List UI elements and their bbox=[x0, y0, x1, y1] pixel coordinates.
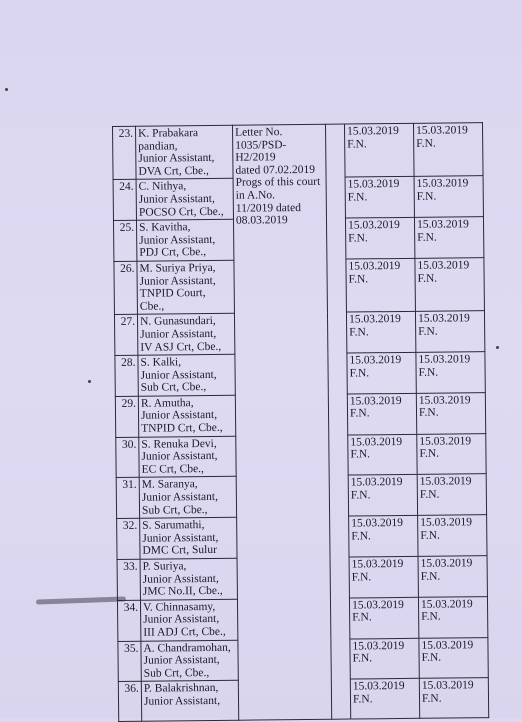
reference-line: dated 07.02.2019 bbox=[235, 163, 316, 177]
reference-line: in A.No. bbox=[235, 189, 276, 202]
serial-number-cell bbox=[115, 396, 138, 437]
employee-detail: pandian, bbox=[138, 139, 178, 153]
employee-detail: Sub Crt, Cbe., bbox=[140, 381, 207, 394]
reference-line: 11/2019 dated bbox=[235, 201, 301, 215]
serial-number: 36. bbox=[124, 683, 139, 696]
employee-detail: III ADJ Crt, Cbe., bbox=[143, 625, 226, 639]
date-cell-1 bbox=[347, 393, 416, 435]
employee-name: S. Kavitha, bbox=[139, 221, 191, 234]
date-value: 15.03.2019 bbox=[347, 178, 400, 191]
employee-detail: DVA Crt, Cbe., bbox=[138, 164, 209, 178]
date-cell-2 bbox=[414, 176, 483, 218]
session-value: F.N. bbox=[416, 190, 437, 203]
serial-number-cell bbox=[115, 355, 138, 396]
date-value: 15.03.2019 bbox=[416, 218, 469, 231]
employee-cell bbox=[141, 681, 238, 722]
session-value: F.N. bbox=[351, 570, 372, 584]
employee-detail: Junior Assistant, bbox=[141, 450, 218, 463]
date-value: 15.03.2019 bbox=[348, 313, 401, 326]
session-value: F.N. bbox=[418, 407, 439, 420]
serial-number: 35. bbox=[124, 642, 139, 655]
employee-name: A. Chandramohan, bbox=[143, 641, 231, 655]
employee-detail: Junior Assistant, bbox=[140, 327, 217, 341]
serial-number: 31. bbox=[122, 479, 137, 492]
serial-number-cell bbox=[117, 518, 140, 559]
employee-detail: Junior Assistant, bbox=[142, 572, 219, 586]
session-value: F.N. bbox=[418, 366, 439, 379]
employee-cell bbox=[137, 314, 234, 356]
employee-name: M. Suriya Priya, bbox=[139, 261, 216, 275]
employee-name: S. Kalki, bbox=[140, 356, 182, 369]
session-value: F.N. bbox=[417, 231, 437, 244]
date-cell-2 bbox=[418, 556, 487, 598]
employee-detail: Junior Assistant, bbox=[138, 192, 215, 206]
serial-number: 27. bbox=[120, 316, 136, 329]
date-value: 15.03.2019 bbox=[420, 557, 473, 570]
employee-name: P. Balakrishnan, bbox=[143, 682, 219, 696]
employee-cell bbox=[138, 395, 235, 437]
serial-number-cell bbox=[118, 682, 141, 722]
date-cell-1 bbox=[347, 352, 416, 394]
date-value: 15.03.2019 bbox=[418, 394, 471, 407]
employee-detail: Junior Assistant, bbox=[140, 409, 218, 423]
session-value: F.N. bbox=[352, 611, 372, 624]
session-value: F.N. bbox=[421, 651, 442, 664]
session-value: F.N. bbox=[421, 610, 441, 624]
session-value: F.N. bbox=[348, 232, 368, 245]
employee-name: P. Suriya, bbox=[142, 560, 187, 573]
date-cell-1 bbox=[344, 123, 414, 177]
session-value: F.N. bbox=[417, 272, 438, 285]
serial-number-cell bbox=[117, 600, 140, 641]
date-value: 15.03.2019 bbox=[352, 680, 405, 693]
employee-detail: Junior Assistant, bbox=[143, 613, 220, 627]
serial-number: 34. bbox=[123, 601, 139, 614]
serial-number-cell bbox=[116, 437, 139, 478]
session-value: F.N. bbox=[349, 326, 369, 339]
date-cell-1 bbox=[349, 597, 418, 639]
date-value: 15.03.2019 bbox=[418, 353, 471, 366]
date-value: 15.03.2019 bbox=[349, 394, 402, 408]
date-cell-2 bbox=[419, 637, 488, 679]
session-value: F.N. bbox=[350, 448, 371, 461]
date-cell-1 bbox=[348, 475, 417, 517]
session-value: F.N. bbox=[349, 407, 370, 420]
employee-detail: Junior Assistant, bbox=[143, 654, 220, 667]
employee-detail: EC Crt, Cbe., bbox=[141, 462, 204, 476]
serial-number-cell bbox=[114, 261, 138, 315]
session-value: F.N. bbox=[347, 137, 367, 151]
session-value: F.N. bbox=[351, 530, 371, 543]
session-value: F.N. bbox=[421, 692, 442, 705]
employee-cell bbox=[140, 558, 237, 600]
employee-name: C. Nithya, bbox=[138, 180, 187, 194]
date-value: 15.03.2019 bbox=[416, 177, 469, 191]
date-cell-2 bbox=[415, 258, 485, 312]
employee-name: N. Gunasundari, bbox=[139, 315, 216, 329]
date-cell-2 bbox=[419, 678, 488, 719]
serial-number: 25. bbox=[119, 221, 135, 235]
session-value: F.N. bbox=[416, 137, 436, 150]
employee-detail: IV ASJ Crt, Cbe., bbox=[140, 340, 222, 354]
date-cell-2 bbox=[414, 217, 483, 259]
employee-cell bbox=[139, 436, 236, 478]
employee-cell bbox=[140, 599, 237, 641]
employee-detail: Junior Assistant, bbox=[138, 152, 215, 165]
date-cell-1 bbox=[345, 217, 414, 259]
employee-detail: Sub Crt, Cbe., bbox=[141, 503, 208, 517]
date-value: 15.03.2019 bbox=[419, 434, 472, 448]
date-value: 15.03.2019 bbox=[420, 516, 472, 530]
serial-number: 33. bbox=[123, 560, 138, 573]
serial-number-cell bbox=[114, 315, 137, 356]
session-value: F.N. bbox=[420, 570, 441, 583]
date-cell-2 bbox=[418, 596, 487, 638]
date-cell-2 bbox=[417, 433, 486, 475]
employee-cell bbox=[138, 354, 235, 396]
serial-number: 26. bbox=[120, 262, 135, 275]
date-value: 15.03.2019 bbox=[416, 124, 468, 137]
employee-detail: Junior Assistant, bbox=[140, 368, 217, 382]
session-value: F.N. bbox=[418, 325, 438, 338]
date-cell-2 bbox=[418, 515, 487, 557]
session-value: F.N. bbox=[419, 488, 440, 501]
date-value: 15.03.2019 bbox=[419, 475, 472, 489]
date-cell-1 bbox=[349, 516, 418, 558]
serial-number: 30. bbox=[121, 438, 137, 451]
session-value: F.N. bbox=[352, 652, 373, 665]
employee-detail: Junior Assistant, bbox=[142, 531, 219, 545]
employee-name: M. Saranya, bbox=[141, 478, 198, 492]
reference-line: 08.03.2019 bbox=[235, 214, 288, 227]
session-value: F.N. bbox=[350, 489, 371, 502]
date-cell-1 bbox=[345, 177, 414, 219]
date-cell-2 bbox=[416, 352, 485, 394]
reference-line: Progs of this court bbox=[235, 176, 321, 190]
scan-speck bbox=[496, 346, 499, 349]
reference-cell bbox=[232, 124, 331, 720]
employee-name: K. Prabakara bbox=[138, 127, 199, 140]
date-value: 15.03.2019 bbox=[421, 638, 474, 652]
employee-name: S. Sarumathi, bbox=[142, 519, 205, 532]
date-cell-2 bbox=[413, 123, 483, 177]
serial-number-cell bbox=[113, 180, 136, 221]
date-value: 15.03.2019 bbox=[347, 219, 400, 232]
date-cell-1 bbox=[350, 638, 419, 680]
serial-number-cell bbox=[113, 126, 137, 180]
table-row bbox=[113, 123, 484, 180]
employee-detail: Junior Assistant, bbox=[139, 274, 216, 288]
date-value: 15.03.2019 bbox=[417, 312, 470, 326]
employee-detail: Junior Assistant, bbox=[139, 233, 216, 247]
session-value: F.N. bbox=[352, 693, 373, 706]
employee-detail: TNPID Court, Cbe., bbox=[139, 287, 206, 313]
employee-cell bbox=[139, 477, 236, 519]
date-cell-1 bbox=[346, 258, 416, 312]
serial-number: 29. bbox=[121, 397, 136, 410]
employee-detail: Junior Assistant, bbox=[141, 490, 218, 504]
employee-name: R. Amutha, bbox=[140, 397, 194, 410]
employee-cell bbox=[136, 179, 233, 221]
serial-number: 24. bbox=[119, 181, 134, 194]
reference-line: 1035/PSD-H2/2019 bbox=[235, 138, 287, 164]
serial-number-cell bbox=[116, 478, 139, 519]
date-cell-1 bbox=[349, 556, 418, 598]
date-value: 15.03.2019 bbox=[349, 354, 402, 367]
employee-cell bbox=[136, 125, 234, 179]
employee-detail: Sub Crt, Cbe., bbox=[143, 666, 210, 680]
employee-detail: POCSO Crt, Cbe., bbox=[138, 205, 224, 219]
date-value: 15.03.2019 bbox=[350, 476, 403, 489]
date-value: 15.03.2019 bbox=[348, 259, 401, 273]
employee-detail: PDJ Crt, Cbe., bbox=[139, 246, 207, 260]
session-value: F.N. bbox=[349, 367, 370, 380]
date-value: 15.03.2019 bbox=[347, 124, 399, 138]
date-cell-2 bbox=[416, 392, 485, 434]
scan-speck bbox=[5, 88, 8, 91]
serial-number: 23. bbox=[118, 127, 134, 140]
date-value: 15.03.2019 bbox=[352, 639, 405, 653]
employee-detail: TNPID Crt, Cbe., bbox=[141, 421, 223, 435]
date-value: 15.03.2019 bbox=[420, 598, 473, 611]
serial-number-cell bbox=[117, 559, 140, 600]
employee-cell bbox=[140, 517, 237, 559]
session-value: F.N. bbox=[347, 191, 368, 204]
date-cell-2 bbox=[415, 311, 484, 353]
date-value: 15.03.2019 bbox=[421, 679, 474, 693]
date-value: 15.03.2019 bbox=[351, 557, 404, 571]
serial-number: 28. bbox=[121, 356, 136, 370]
employee-name: V. Chinnasamy, bbox=[142, 600, 216, 614]
date-value: 15.03.2019 bbox=[350, 435, 403, 449]
date-value: 15.03.2019 bbox=[351, 598, 404, 612]
staff-table bbox=[112, 122, 489, 722]
session-value: F.N. bbox=[419, 447, 440, 461]
date-cell-1 bbox=[350, 679, 419, 720]
employee-name: S. Renuka Devi, bbox=[141, 437, 217, 451]
serial-number: 32. bbox=[122, 519, 138, 533]
serial-number-cell bbox=[118, 641, 141, 682]
employee-cell bbox=[141, 640, 238, 682]
employee-cell bbox=[137, 260, 235, 314]
date-cell-2 bbox=[417, 474, 486, 516]
date-cell-1 bbox=[348, 434, 417, 476]
date-cell-1 bbox=[346, 312, 415, 354]
scan-speck bbox=[88, 380, 91, 383]
employee-detail: JMC No.II, Cbe., bbox=[142, 585, 223, 598]
date-value: 15.03.2019 bbox=[351, 517, 403, 530]
session-value: F.N. bbox=[348, 272, 369, 286]
employee-cell bbox=[136, 219, 233, 261]
date-value: 15.03.2019 bbox=[417, 259, 470, 272]
employee-detail: DMC Crt, Sulur bbox=[142, 544, 217, 558]
session-value: F.N. bbox=[420, 529, 440, 542]
employee-detail: Junior Assistant, bbox=[143, 694, 221, 708]
serial-number-cell bbox=[113, 220, 136, 261]
pen-stroke-mark bbox=[36, 596, 126, 604]
reference-line: Letter No. bbox=[235, 126, 283, 139]
